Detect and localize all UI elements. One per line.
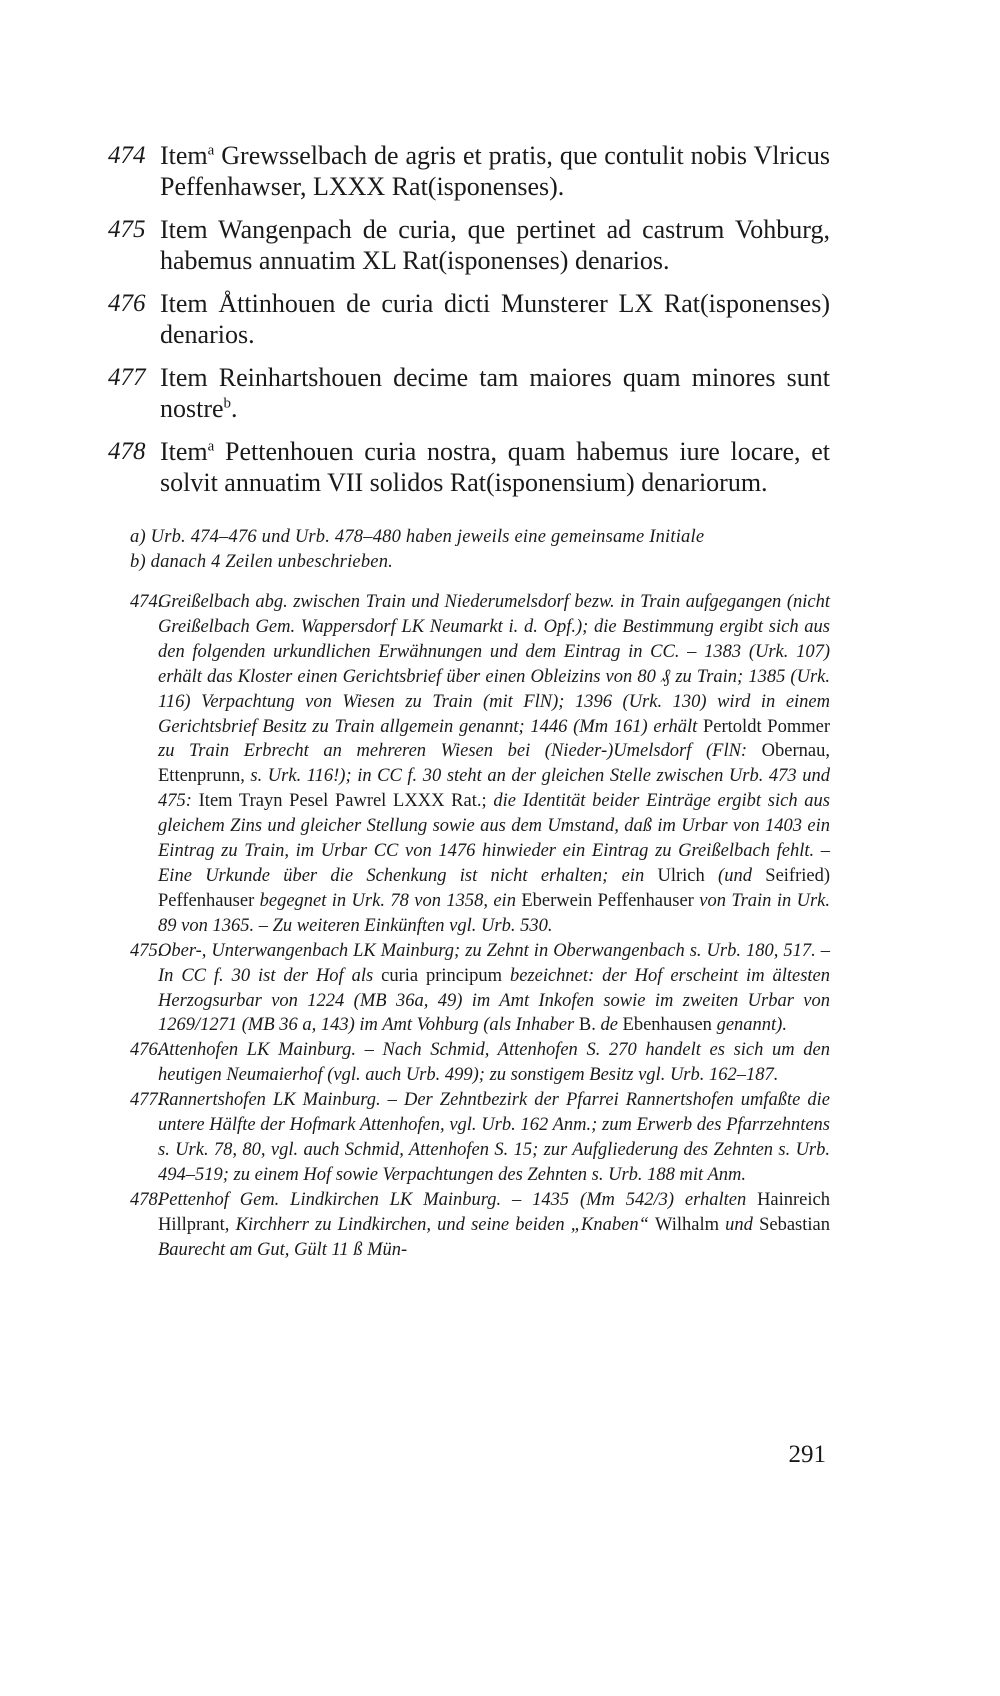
commentary-text-part: Baurecht am Gut, Gült 11 ß Mün- [158, 1239, 408, 1260]
commentary-number: 478. [130, 1189, 163, 1210]
page-number: 291 [788, 1441, 826, 1468]
commentary-number: 474. [130, 592, 163, 612]
footnote-marker: a [207, 142, 215, 159]
commentary-note [130, 939, 830, 1039]
entry [108, 288, 830, 350]
commentary-number: 477. [130, 1090, 163, 1111]
commentary-note [130, 1038, 830, 1088]
commentary-text-part: Pettenhof Gem. Lindkirchen LK Mainburg. – 1435 (Mm 542/3) erhalten [158, 1189, 758, 1210]
commentary-text-part: B. [578, 1015, 596, 1036]
commentary-note [130, 590, 830, 939]
commentary-number: 475. [130, 940, 163, 961]
commentary-text [158, 1188, 830, 1263]
entry-text-part: Grewsselbach de agris et pratis, que contulit nobis Vlricus Peffenhawser, LXXX Rat(isponenses). [160, 141, 830, 201]
commentary-text [158, 1088, 830, 1188]
commentary-text-part: begegnet in Urk. 78 von 1358, ein [254, 890, 522, 911]
entry-number: 477 [108, 364, 146, 391]
commentary-text-part: zu Train Erbrecht an mehreren Wiesen bei (Nieder-)Umelsdorf (FlN: [158, 741, 762, 762]
entry-text-part: Item Åttinhouen de curia dicti Munsterer LX Rat(isponenses) denarios. [160, 289, 830, 349]
commentary-note [130, 1188, 830, 1263]
commentary-text-part: Seifried) Peffenhauser [158, 865, 831, 911]
entry-text [160, 288, 830, 350]
commentary-text-part: (und [704, 865, 766, 886]
commentary-text [158, 1038, 830, 1088]
commentary-text-part: de [595, 1015, 623, 1036]
entry-text-part: Item [160, 437, 208, 466]
commentary-text-part: die Identität beider Einträge ergibt sich aus gleichem Zins und gleicher Stellung sowie aus dem Umstand, daß im Urbar von 1403 ein Eintrag zu Train, im Urbar CC von 1476 hinwieder ein Eintrag zu Greißelbach fehlt. – Eine Urkunde über die Schenkung ist nicht erhalten; ein [158, 791, 830, 886]
entry-text-part: . [231, 394, 238, 423]
commentary-text-part: Hainreich Hillprant, [158, 1189, 830, 1235]
entry-number: 474 [108, 142, 146, 169]
entry-text-part: Item Wangenpach de curia, que pertinet ad castrum Vohburg, habemus annuatim XL Rat(isponenses) denarios. [160, 215, 830, 275]
commentary-text-part: Eberwein Peffenhauser [521, 890, 694, 911]
commentary-text-part: Ebenhausen [622, 1015, 712, 1036]
commentary-text-part: Obernau, Ettenprunn, [158, 741, 830, 787]
commentary-text-part: Wilhalm [655, 1214, 720, 1235]
commentary-text-part: Kirchherr zu Lindkirchen, und seine beiden „Knaben“ [229, 1214, 656, 1235]
entry [108, 436, 830, 498]
entry-text-part: Item [160, 141, 208, 170]
entry-number: 478 [108, 438, 146, 465]
commentary-text-part: Greißelbach abg. zwischen Train und Niederumelsdorf bezw. in Train aufgegangen (nicht Greißelbach Gem. Wappersdorf LK Neumarkt i. d. Opf.); die Bestimmung ergibt sich aus den folgenden urkundlichen Erwähnungen und dem Eintrag in CC. – 1383 (Urk. 107) erhält das Kloster einen Gerichtsbrief über einen Obleizins von 80 ₰ zu Train; 1385 (Urk. 116) Verpachtung von Wiesen zu Train (mit FlN); 1396 (Urk. 130) wird in einem Gerichtsbrief Besitz zu Train allgemein genannt; 1446 (Mm 161) erhält [158, 592, 830, 737]
commentary-text-part: von Train in Urk. 89 von 1365. – Zu weiteren Einkünften vgl. Urb. 530. [158, 890, 830, 936]
commentary-text [158, 939, 830, 1039]
commentary-note [130, 1088, 830, 1188]
commentary-text-part: Attenhofen LK Mainburg. – Nach Schmid, Attenhofen S. 270 handelt es sich um den heutigen Neumaierhof (vgl. auch Urb. 499); zu sonstigem Besitz vgl. Urb. 162–187. [158, 1040, 830, 1086]
entry [108, 140, 830, 202]
footnote-marker: b [223, 395, 232, 412]
apparatus-note: a) Urb. 474–476 und Urb. 478–480 haben jeweils eine gemeinsame Initiale [130, 527, 705, 547]
commentary-text-part: genannt). [711, 1015, 787, 1036]
urbar-entries [108, 140, 830, 510]
entry-text [160, 140, 830, 202]
entry-text [160, 214, 830, 276]
commentary-text-part: Item Trayn Pesel Pawrel LXXX Rat.; [198, 791, 487, 812]
commentary-text-part: Rannertshofen LK Mainburg. – Der Zehntbezirk der Pfarrei Rannertshofen umfaßte die untere Hälfte der Hofmark Attenhofen, vgl. Urb. 162 Anm.; zum Erwerb des Pfarrzehntens s. Urk. 78, 80, vgl. auch Schmid, Attenhofen S. 15; zur Aufgliederung des Zehnten s. Urb. 494–519; zu einem Hof sowie Verpachtungen des Zehnten s. Urb. 188 mit Anm. [158, 1090, 830, 1185]
entry-text-part: Item Reinhartshouen decime tam maiores quam minores sunt nostre [160, 363, 830, 423]
apparatus-note: b) danach 4 Zeilen unbeschrieben. [130, 552, 393, 572]
commentary-text-part: Sebastian [759, 1214, 830, 1235]
commentary-text-part: Ober-, Unterwangenbach LK Mainburg; zu Zehnt in Oberwangenbach s. Urb. 180, 517. – In CC f. 30 ist der Hof als [158, 940, 830, 986]
commentary-text-part: bezeichnet: der Hof erscheint im ältesten Herzogsurbar von 1224 (MB 36a, 49) im Amt Inkofen sowie im zweiten Urbar von 1269/1271 (MB 36 a, 143) im Amt Vohburg (als Inhaber [158, 965, 831, 1036]
commentary-text-part: Ulrich [657, 865, 705, 886]
critical-apparatus [130, 525, 830, 575]
commentary-text-part: Pertoldt Pommer [703, 716, 830, 737]
commentary-text-part: s. Urk. 116!); in CC f. 30 steht an der gleichen Stelle zwischen Urb. 473 und 475: [158, 766, 830, 812]
entry-text [160, 362, 830, 424]
commentary-number: 476. [130, 1040, 163, 1061]
commentary-text-part: curia principum [381, 965, 503, 986]
commentary-text [158, 590, 830, 939]
entry-text [160, 436, 830, 498]
footnote-marker: a [207, 438, 215, 455]
commentary-notes [130, 590, 830, 1262]
entry [108, 362, 830, 424]
entry [108, 214, 830, 276]
entry-number: 476 [108, 290, 146, 317]
entry-number: 475 [108, 216, 146, 243]
entry-text-part: Pettenhouen curia nostra, quam habemus iure locare, et solvit annuatim VII solidos Rat(isponensium) denariorum. [160, 437, 830, 497]
commentary-text-part: und [719, 1214, 760, 1235]
